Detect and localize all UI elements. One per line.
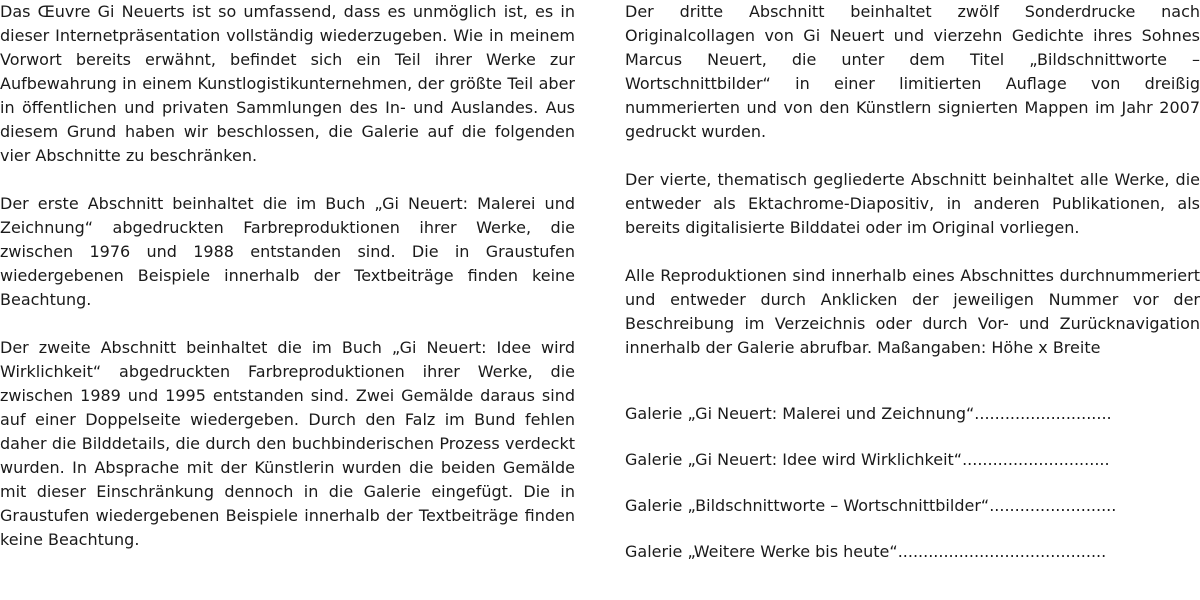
left-column: [0, 0, 575, 576]
gallery-link-idee-wird-wirklichkeit[interactable]: [625, 448, 1159, 472]
gallery-link-label: Galerie „Weitere Werke bis heute“: [625, 542, 898, 561]
numbering-note-paragraph: Alle Reproduktionen sind innerhalb eines Abschnittes durchnummeriert und entweder durch Anklicken der jeweiligen Nummer vor der Beschreibung im Verzeichnis oder durch Vor- und Zurücknavigation innerhalb der Galerie abrufbar. Maßangaben: Höhe x Breite: [625, 266, 1200, 357]
gallery-link-weitere-werke[interactable]: [625, 540, 1159, 564]
intro-paragraph: Das Œuvre Gi Neuerts ist so umfassend, dass es unmöglich ist, es in dieser Internetpräsentation vollständig wiederzugeben. Wie in meinem Vorwort bereits erwähnt, befindet sich ein Teil ihrer Werke zur Aufbewahrung in einem Kunstlogistikunternehmen, der größte Teil aber in öffentlichen und privaten Sammlungen des In- und Auslandes. Aus diesem Grund haben wir beschlossen, die Galerie auf die folgenden vier Abschnitte zu beschränken.: [0, 2, 575, 165]
gallery-link-bildschnittworte[interactable]: [625, 494, 1159, 518]
dot-leader: .........................................: [897, 542, 1107, 561]
gallery-link-label: Galerie „Gi Neuert: Malerei und Zeichnung“: [625, 404, 975, 423]
section-four-paragraph: Der vierte, thematisch gegliederte Abschnitt beinhaltet alle Werke, die entweder als Ektachrome-Diapositiv, in anderen Publikationen, als bereits digitalisierte Bilddatei oder im Original vorliegen.: [625, 170, 1200, 237]
dot-leader: .............................: [962, 450, 1110, 469]
gallery-link-label: Galerie „Gi Neuert: Idee wird Wirklichkeit“: [625, 450, 963, 469]
section-one-paragraph: Der erste Abschnitt beinhaltet die im Buch „Gi Neuert: Malerei und Zeichnung“ abgedruckten Farbreproduktionen ihrer Werke, die zwischen 1976 und 1988 entstanden sind. Die in Graustufen wiedergebenen Beispiele innerhalb der Textbeiträge finden keine Beachtung.: [0, 194, 575, 309]
dot-leader: ...........................: [974, 404, 1112, 423]
gallery-link-label: Galerie „Bildschnittworte – Wortschnittbilder“: [625, 496, 990, 515]
section-three-paragraph: Der dritte Abschnitt beinhaltet zwölf Sonderdrucke nach Originalcollagen von Gi Neuert und vierzehn Gedichte ihres Sohnes Marcus Neuert, die unter dem Titel „Bildschnittworte – Wortschnittbilder“ in einer limitierten Auflage von dreißig nummerierten und von den Künstlern signierten Mappen im Jahr 2007 gedruckt wurden.: [625, 2, 1200, 141]
dot-leader: .........................: [989, 496, 1117, 515]
gallery-link-malerei-und-zeichnung[interactable]: [625, 402, 1159, 426]
gallery-link-list: [625, 402, 1200, 564]
right-column: [625, 0, 1200, 586]
section-two-paragraph: Der zweite Abschnitt beinhaltet die im Buch „Gi Neuert: Idee wird Wirklichkeit“ abgedruckten Farbreproduktionen ihrer Werke, die zwischen 1989 und 1995 entstanden sind. Zwei Gemälde daraus sind auf einer Doppelseite wiedergeben. Durch den Falz im Bund fehlen daher die Bilddetails, die durch den buchbinderischen Prozess verdeckt wurden. In Absprache mit der Künstlerin wurden die beiden Gemälde mit dieser Einschränkung dennoch in die Galerie eingefügt. Die in Graustufen wiedergebenen Beispiele innerhalb der Textbeiträge finden keine Beachtung.: [0, 338, 575, 549]
